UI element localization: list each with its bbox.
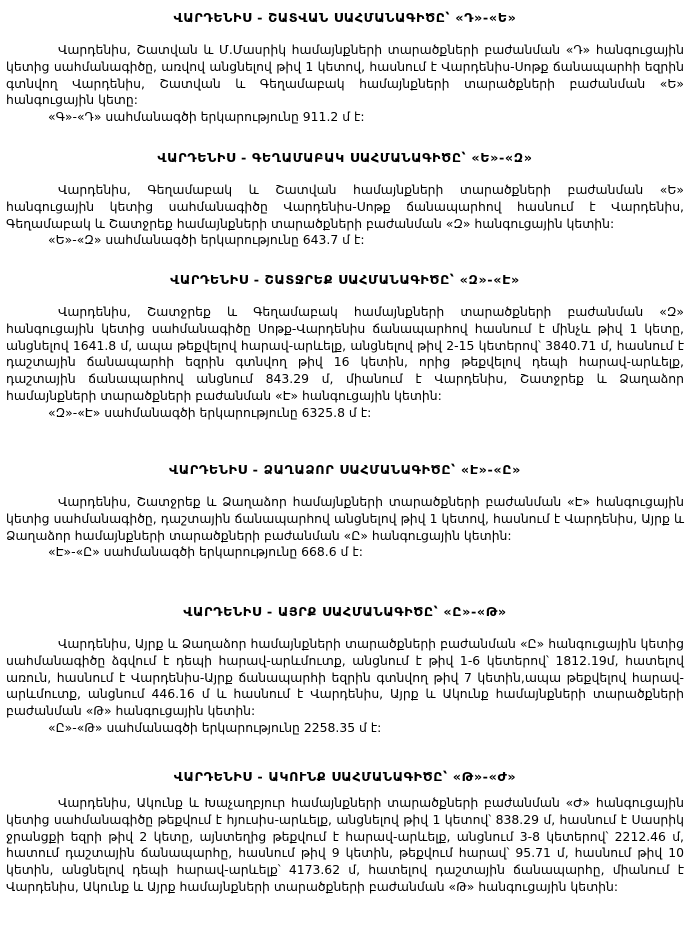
section-heading: ՎԱՐԴԵՆԻՍ - ՇԱՏՎԱՆ ՍԱՀՄԱՆԱԳԻԾԸ՝ «Դ»-«Ե» [173, 11, 517, 26]
boundary-length: «Ե»-«Զ» սահմանագծի երկարությունը 643.7 մ է: [48, 232, 365, 248]
section-heading: ՎԱՐԴԵՆԻՍ - ԱԿՈՒՆՔ ՍԱՀՄԱՆԱԳԻԾԸ՝ «Թ»-«Ժ» [173, 770, 517, 785]
section-paragraph: Վարդենիս, Գեղամաբակ և Շատվան համայնքների տարածքների բաժանման «Ե» հանգուցային կետից սահմանագիծը Վարդենիս-Սոթք ճանապարհով հասնում է Վարդենիս, Գեղամաբակ և Շատջրեք համայնքների տարածքների բաժանման «Զ» հանգուցային կետին: [6, 182, 684, 231]
boundary-length: «Է»-«Ը» սահմանագծի երկարությունը 668.6 մ է: [48, 544, 363, 560]
boundary-section-vardenis-dzaghadzor [6, 456, 684, 598]
section-heading: ՎԱՐԴԵՆԻՍ - ԳԵՂԱՄԱԲԱԿ ՍԱՀՄԱՆԱԳԻԾԸ՝ «Ե»-«Զ» [157, 151, 533, 166]
section-heading: ՎԱՐԴԵՆԻՍ - ԱՅՐՔ ՍԱՀՄԱՆԱԳԻԾԸ՝ «Ը»-«Թ» [183, 605, 507, 620]
boundary-section-vardenis-ayrk [6, 598, 684, 763]
boundary-section-vardenis-akunk [6, 763, 684, 896]
boundary-section-vardenis-geghamabak [6, 144, 684, 266]
boundary-section-vardenis-shatvan [6, 4, 684, 144]
boundary-length: «Գ»-«Դ» սահմանագծի երկարությունը 911.2 մ է: [48, 109, 365, 125]
boundary-length: «Ը»-«Թ» սահմանագծի երկարությունը 2258.35 մ է: [48, 719, 382, 735]
boundary-section-vardenis-shatjrek [6, 266, 684, 456]
section-paragraph: Վարդենիս, Շատվան և Մ.Մասրիկ համայնքների տարածքների բաժանման «Դ» հանգուցային կետից սահմանագիծը, առվով անցնելով թիվ 1 կետով, հասնում է Վարդենիս-Սոթք ճանապարհի եզրին գտնվող Վարդենիս, Շատվան և Գեղամաբակ համայնքների տարածքների բաժանման «Ե» հանգուցային կետը: [6, 42, 684, 108]
section-heading: ՎԱՐԴԵՆԻՍ - ՁԱՂԱՁՈՐ ՍԱՀՄԱՆԱԳԻԾԸ՝ «Է»-«Ը» [169, 463, 521, 478]
section-paragraph: Վարդենիս, Այրք և Ձաղաձոր համայնքների տարածքների բաժանման «Ը» հանգուցային կետից սահմանագիծը ձգվում է դեպի հարավ-արևմուտք, անցնում է թիվ 1-6 կետերով՝ 1812.19մ, հատելով առուն, հասնում է Վարդենիս-Այրք ճանապարհի եզրին գտնվող թիվ 7 կետին,ապա թեքվելով հարավ-արևմուտք, անցնում 446.16 մ և հասնում է Վարդենիս, Այրք և Ակունք համայնքների տարածքների բաժանման «Թ» հանգուցային կետին: [6, 636, 684, 719]
section-paragraph: Վարդենիս, Շատջրեք և Ձաղաձոր համայնքների տարածքների բաժանման «Է» հանգուցային կետից սահմանագիծը, դաշտային ճանապարհով անցնելով թիվ 1 կետով, հասնում է Վարդենիս, Այրք և Ձաղաձոր համայնքների տարածքների բաժանման «Ը» հանգուցային կետին: [6, 494, 684, 543]
section-heading: ՎԱՐԴԵՆԻՍ - ՇԱՏՋՐԵՔ ՍԱՀՄԱՆԱԳԻԾԸ՝ «Զ»-«Է» [170, 273, 520, 288]
boundary-length: «Զ»-«Է» սահմանագծի երկարությունը 6325.8 մ է: [48, 404, 372, 420]
section-paragraph: Վարդենիս, Ակունք և Խաչաղբյուր համայնքների տարածքների բաժանման «Ժ» հանգուցային կետից սահմանագիծը թեքվում է հյուսիս-արևելք, անցնելով թիվ 1 կետով՝ 838.29 մ, հասնում է Սասրիկ ջրանցքի եզրի թիվ 2 կետը, այնտեղից թեքվում է հարավ-արևելք, անցնում 3-8 կետերով՝ 2212.46 մ, հատում դաշտային ճանապարհը, հասնում թիվ 9 կետին, թեքվում հարավ՝ 95.71 մ, հասնում թիվ 10 կետին, անցնելով դեպի հարավ-արևելք՝ 4173.62 մ, հատելով դաշտային ճանապարհը, միանում է Վարդենիս, Ակունք և Այրք համայնքների տարածքների բաժանման «Թ» հանգուցային կետին: [6, 795, 684, 894]
section-paragraph: Վարդենիս, Շատջրեք և Գեղամաբակ համայնքների տարածքների բաժանման «Զ» հանգուցային կետից սահմանագիծը Սոթք-Վարդենիս ճանապարհով հասնում է մինչև թիվ 1 կետը, անցնելով 1641.8 մ, ապա թեքվելով հարավ-արևելք, անցնելով թիվ 2-15 կետերով՝ 3840.71 մ, հասնում է դաշտային ճանապարհի եզրին գտնվող թիվ 16 կետին, որից թեքվելով դեպի հարավ-արևելք, դաշտային ճանապարհով անցնում 843.29 մ, միանում է Վարդենիս, Շատջրեք և Ձաղաձոր համայնքների տարածքների բաժանման «Է» հանգուցային կետին: [6, 304, 684, 403]
